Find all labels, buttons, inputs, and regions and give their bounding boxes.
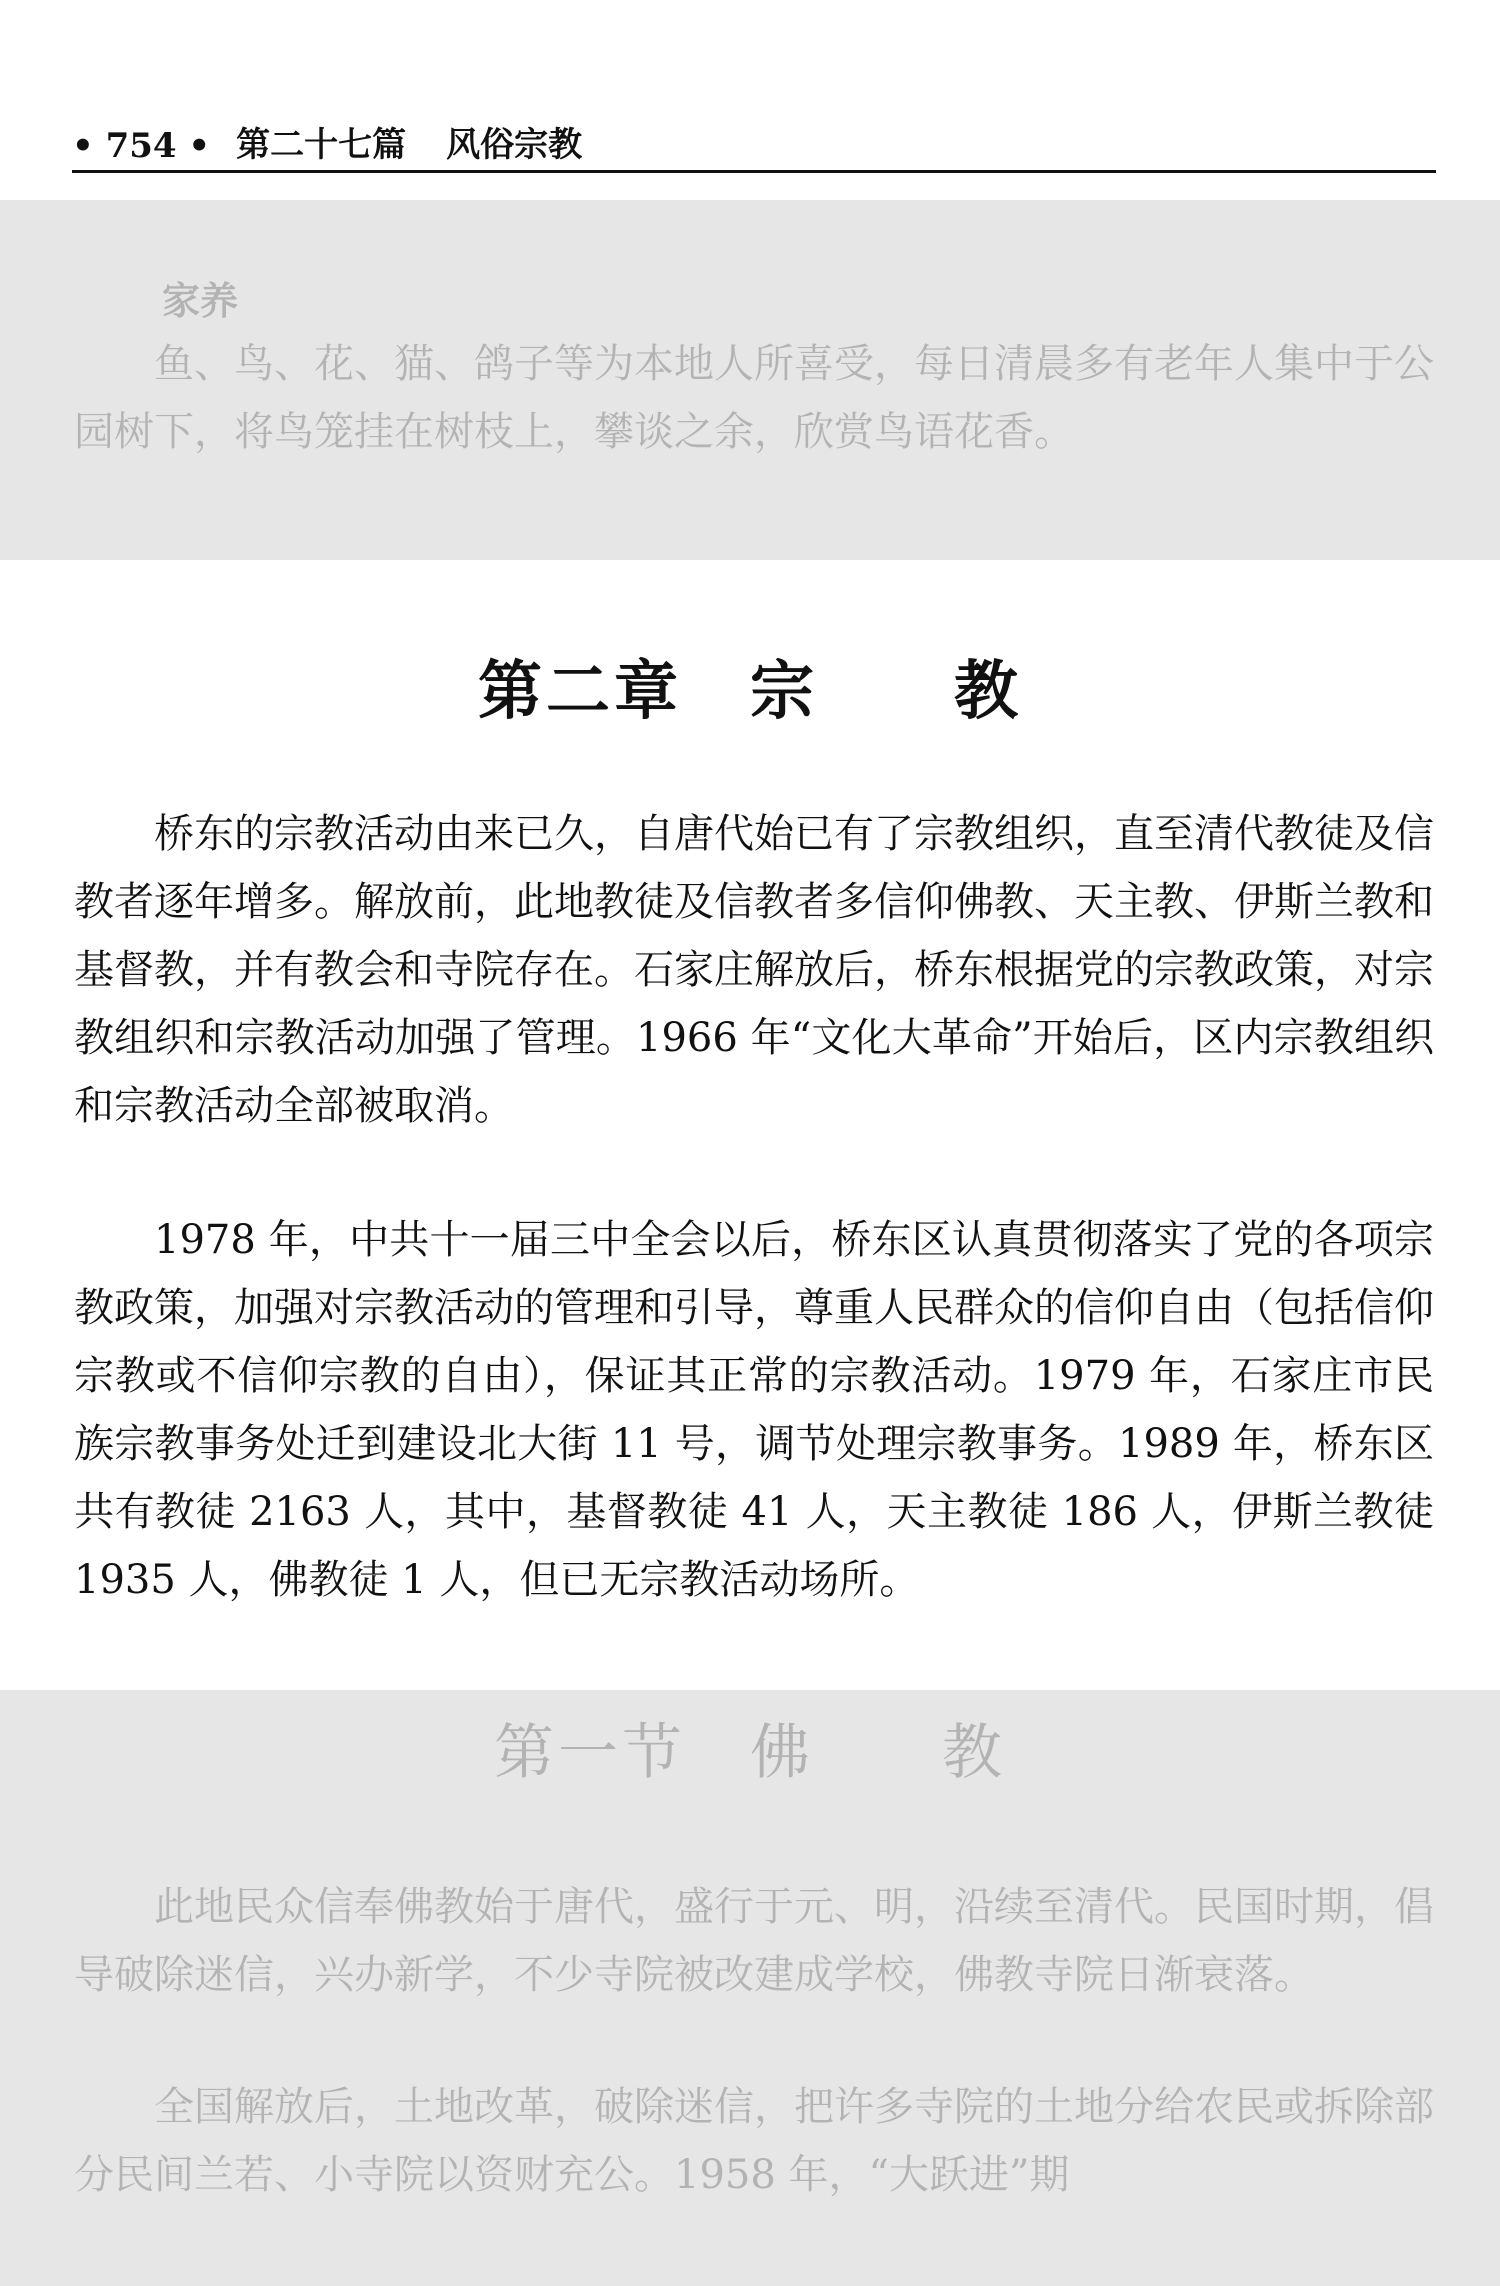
page-header — [72, 118, 1436, 166]
section-paragraph-1: 此地民众信奉佛教始于唐代，盛行于元、明，沿续至清代。民国时期，倡导破除迷信，兴办新学，不少寺院被改建成学校，佛教寺院日渐衰落。 — [74, 1884, 1434, 1998]
section-title: 第一节 佛 教 — [494, 1718, 1006, 1788]
part-title: 第二十七篇 — [236, 125, 407, 165]
section-paragraph-2: 全国解放后，土地改革，破除迷信，把许多寺院的土地分给农民或拆除部分民间兰若、小寺院以资财充公。1958 年，“大跃进”期 — [74, 2084, 1434, 2198]
chapter-paragraph-1: 桥东的宗教活动由来已久，自唐代始已有了宗教组织，直至清代教徒及信教者逐年增多。解放前，此地教徒及信教者多信仰佛教、天主教、伊斯兰教和基督教，并有教会和寺院存在。石家庄解放后，桥东根据党的宗教政策，对宗教组织和宗教活动加强了管理。1966 年“文化大革命”开始后，区内宗教组织和宗教活动全部被取消。 — [74, 811, 1434, 1129]
page-number: • 754 • — [72, 126, 211, 166]
chapter-paragraph-2: 1978 年，中共十一届三中全会以后，桥东区认真贯彻落实了党的各项宗教政策，加强对宗教活动的管理和引导，尊重人民群众的信仰自由（包括信仰宗教或不信仰宗教的自由），保证其正常的宗教活动。1979 年，石家庄市民族宗教事务处迁到建设北大街 11 号，调节处理宗教事务。1989 年，桥东区共有教徒 2163 人，其中，基督教徒 41 人，天主教徒 186 人，伊斯兰教徒 1935 人，佛教徒 1 人，但已无宗教活动场所。 — [74, 1217, 1434, 1603]
volume-topic: 风俗宗教 — [446, 125, 583, 165]
chapter-title: 第二章 宗 教 — [478, 654, 1022, 729]
previous-paragraph: 鱼、鸟、花、猫、鸽子等为本地人所喜受，每日清晨多有老年人集中于公园树下，将鸟笼挂在树枝上，攀谈之余，欣赏鸟语花香。 — [74, 341, 1434, 455]
header-rule — [72, 170, 1436, 173]
subheading: 家养 — [162, 278, 239, 323]
